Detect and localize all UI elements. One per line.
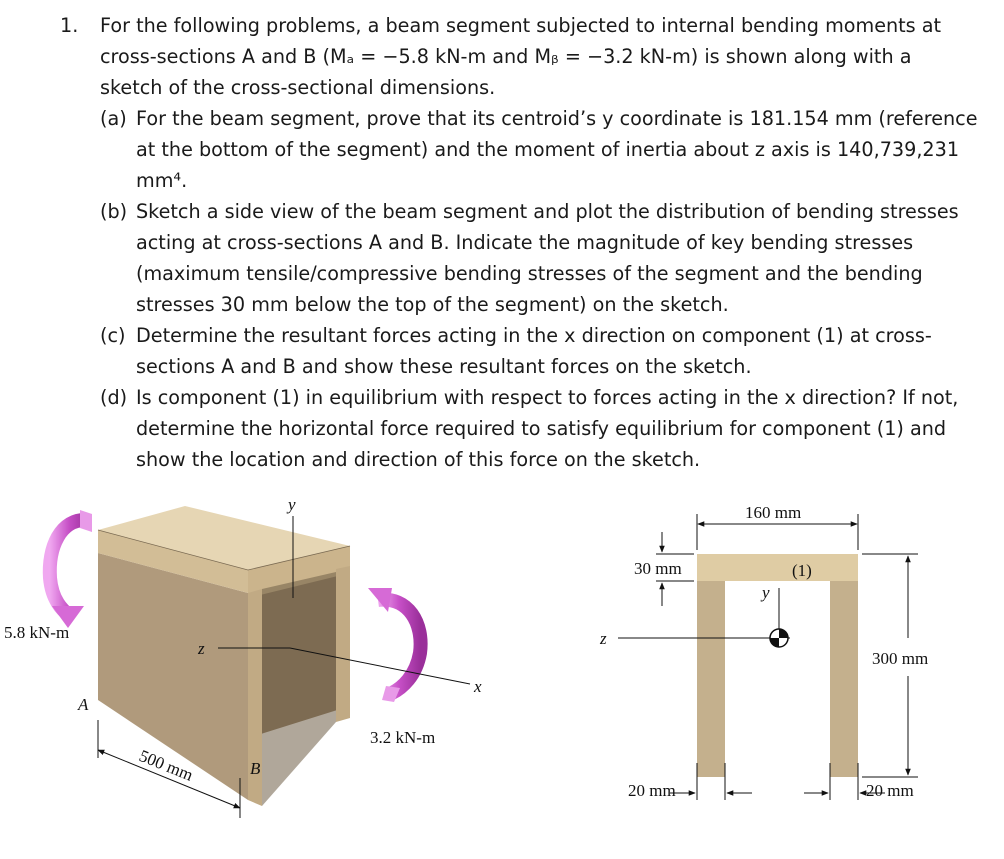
axis-z-section: z <box>600 629 607 648</box>
axis-z-3d: z <box>198 639 205 658</box>
part-a <box>100 103 980 196</box>
moment-arrow-a <box>50 510 92 628</box>
width-label: 160 mm <box>745 503 802 522</box>
problem-intro: For the following problems, a beam segment subjected to internal bending moments at cross-sections A and B (Mₐ = −5.8 kN-m and Mᵦ = −3.2 kN-m) is shown along with a sketch of the cross-sectional dimensions. <box>100 14 942 99</box>
axis-x-3d: x <box>474 677 482 696</box>
part-label: (c) <box>100 324 126 347</box>
part-c <box>100 320 980 382</box>
part-label: (d) <box>100 386 128 409</box>
moment-arrow-b <box>368 588 421 702</box>
moment-arrow-b-head <box>368 588 392 612</box>
part-label: (b) <box>100 200 128 223</box>
part-b <box>100 196 980 320</box>
figure <box>0 488 1004 859</box>
part-label: (a) <box>100 107 127 130</box>
part-text: Sketch a side view of the beam segment and plot the distribution of bending stresses acting at cross-sections A and B. Indicate the magnitude of key bending stresses (maximum tensile/compressive bending stresses of the segment and the bending stresses 30 mm below the top of the segment) on the sketch. <box>136 200 959 316</box>
beam-end-cavity <box>262 572 336 806</box>
web-right-rect <box>830 581 858 777</box>
web-left-rect <box>697 581 725 777</box>
part-text: Determine the resultant forces acting in the x direction on component (1) at cross-sections A and B and show these resultant forces on the sketch. <box>136 324 932 378</box>
part-text: For the beam segment, prove that its centroid’s y coordinate is 181.154 mm (reference at the bottom of the segment) and the moment of inertia about z axis is 140,739,231 mm⁴. <box>136 107 978 192</box>
flange-rect <box>697 554 858 581</box>
length-label: 500 mm <box>136 746 196 785</box>
problem-statement <box>60 10 980 475</box>
axis-y-section: y <box>762 583 770 602</box>
cross-section <box>599 503 928 800</box>
web-left-label: 20 mm <box>628 781 676 800</box>
problem-number: 1. <box>60 14 79 37</box>
section-a-label: A <box>78 695 89 714</box>
beam-3d <box>98 506 350 806</box>
figure-svg <box>0 488 1004 859</box>
moment-b-label: 3.2 kN-m <box>370 728 436 747</box>
problem-parts <box>100 103 980 475</box>
height-label: 300 mm <box>872 649 929 668</box>
axis-y-3d: y <box>288 495 296 514</box>
web-right-label: 20 mm <box>866 781 914 800</box>
flange-label: 30 mm <box>634 559 682 578</box>
beam-end-web-right <box>336 566 350 722</box>
moment-a-label: 5.8 kN-m <box>4 623 70 642</box>
centroid-icon <box>770 629 788 647</box>
section-b-label: B <box>250 759 261 778</box>
part-text: Is component (1) in equilibrium with respect to forces acting in the x direction? If not, determine the horizontal force required to satisfy equilibrium for component (1) and show the location and direction of this force on the sketch. <box>136 386 959 471</box>
component-label: (1) <box>792 561 812 580</box>
part-d <box>100 382 980 475</box>
